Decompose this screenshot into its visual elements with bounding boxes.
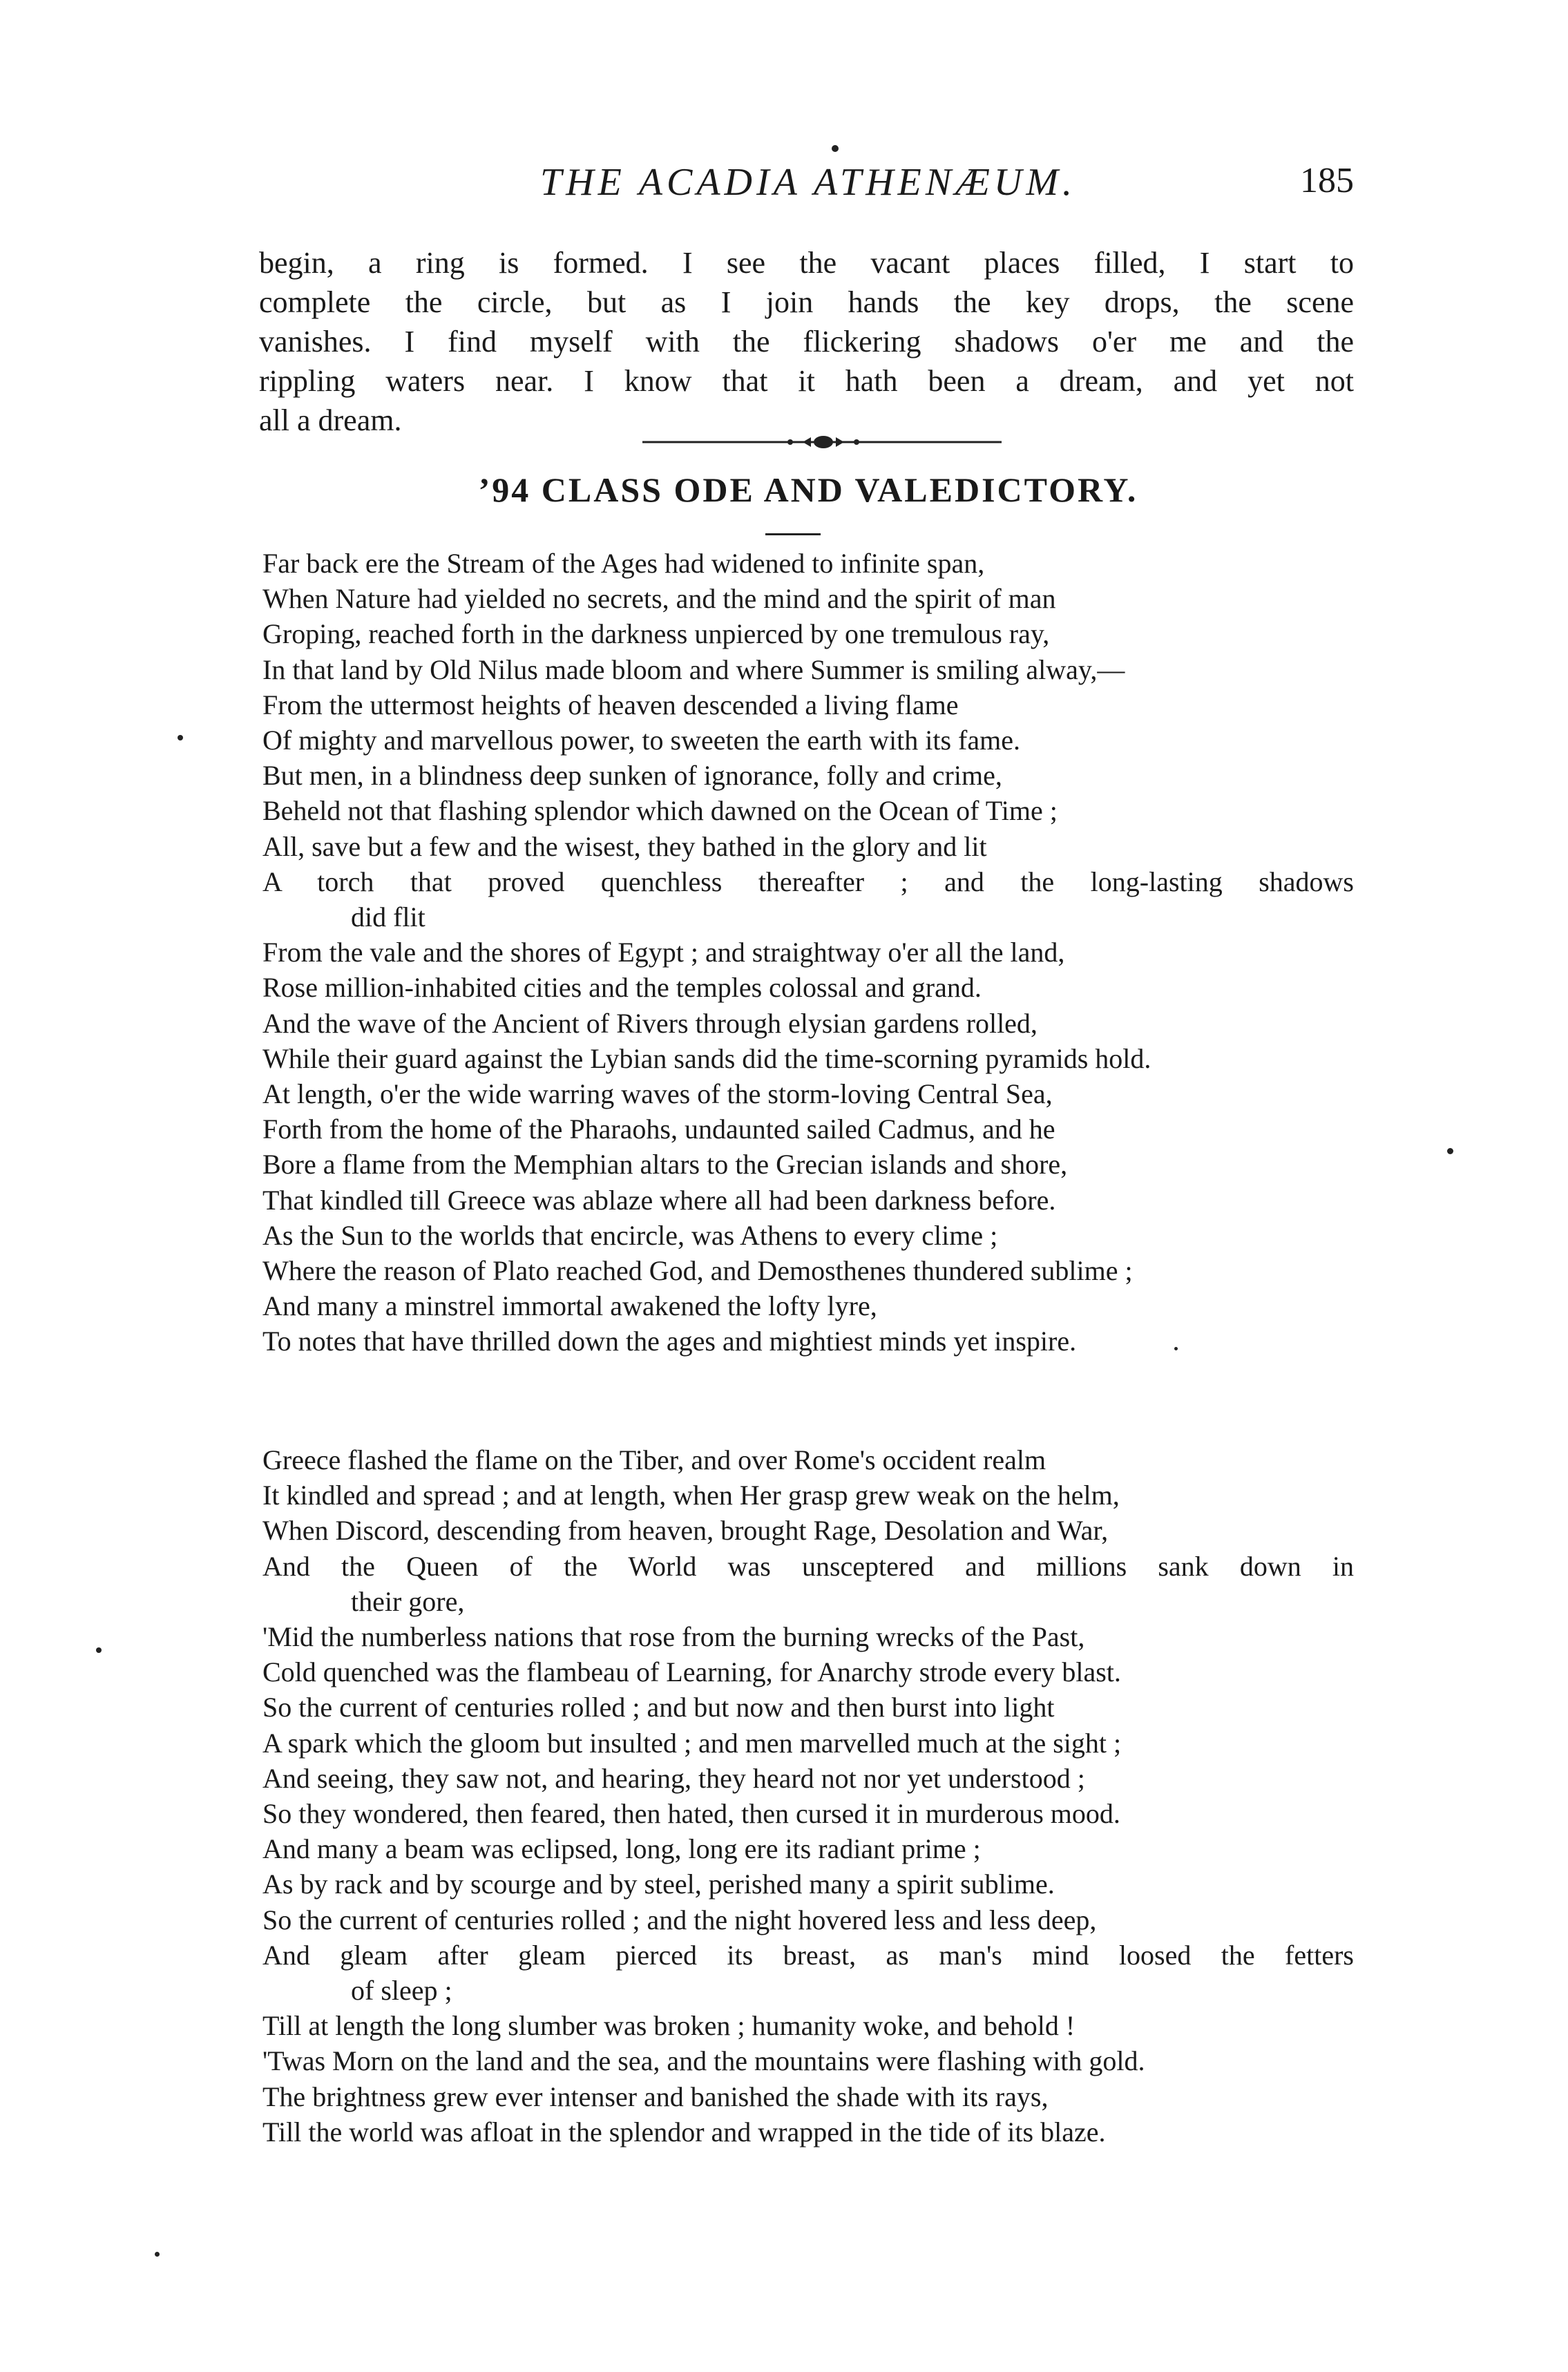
verse-line: As the Sun to the worlds that encircle, was Athens to every clime ; — [262, 1219, 998, 1251]
verse-line: And gleam after gleam pierced its breast, as man's mind loosed the fetters — [262, 1939, 1354, 1971]
verse-line: Groping, reached forth in the darkness unpierced by one tremulous ray, — [262, 618, 1050, 650]
verse-line: That kindled till Greece was ablaze where all had been darkness before. — [262, 1184, 1056, 1216]
verse-line: So the current of centuries rolled ; and the night hovered less and less deep, — [262, 1904, 1097, 1935]
ink-speck — [1447, 1148, 1453, 1154]
ink-speck — [155, 2252, 160, 2257]
verse-line: To notes that have thrilled down the ages and mightiest minds yet inspire. — [262, 1326, 1077, 1357]
verse-line-continuation: their gore, — [351, 1585, 465, 1617]
verse-line: Rose million-inhabited cities and the temples colossal and grand. — [262, 972, 982, 1004]
verse-line: From the vale and the shores of Egypt ; and straightway o'er all the land, — [262, 937, 1065, 968]
verse-line-continuation: did flit — [351, 901, 426, 933]
prose-line: rippling waters near. I know that it hath been a dream, and yet not — [259, 364, 1354, 398]
verse-line: In that land by Old Nilus made bloom and where Summer is smiling alway,— — [262, 653, 1125, 685]
verse-line: Of mighty and marvellous power, to sweeten the earth with its fame. — [262, 725, 1020, 756]
verse-line: 'Mid the numberless nations that rose from the burning wrecks of the Past, — [262, 1621, 1085, 1653]
verse-line: 'Twas Morn on the land and the sea, and the mountains were flashing with gold. — [262, 2045, 1145, 2077]
journal-title: THE ACADIA ATHENÆUM. — [540, 161, 1076, 204]
ink-speck — [1174, 1347, 1178, 1350]
verse-line: The brightness grew ever intenser and banished the shade with its rays, — [262, 2081, 1049, 2112]
verse-line: And many a beam was eclipsed, long, long ere its radiant prime ; — [262, 1833, 981, 1865]
verse-line: So the current of centuries rolled ; and but now and then burst into light — [262, 1692, 1055, 1723]
ink-speck — [96, 1647, 102, 1653]
verse-line: Beheld not that flashing splendor which dawned on the Ocean of Time ; — [262, 795, 1058, 827]
verse-line: Bore a flame from the Memphian altars to the Grecian islands and shore, — [262, 1149, 1068, 1180]
verse-line: All, save but a few and the wisest, they bathed in the glory and lit — [262, 830, 987, 862]
article-title: ’94 CLASS ODE AND VALEDICTORY. — [478, 470, 1138, 509]
prose-paragraph — [259, 243, 1354, 440]
prose-line: all a dream. — [259, 403, 402, 437]
poem-stanza-2 — [262, 1442, 1354, 2150]
page-number: 185 — [1300, 161, 1354, 200]
verse-line: And many a minstrel immortal awakened the lofty lyre, — [262, 1290, 877, 1322]
ink-speck — [178, 735, 183, 740]
verse-line: Forth from the home of the Pharaohs, undaunted sailed Cadmus, and he — [262, 1113, 1055, 1145]
running-head — [262, 160, 1354, 216]
verse-line: And the wave of the Ancient of Rivers through elysian gardens rolled, — [262, 1007, 1038, 1039]
verse-line: While their guard against the Lybian sands did the time-scorning pyramids hold. — [262, 1042, 1151, 1074]
prose-line: begin, a ring is formed. I see the vacant places filled, I start to — [259, 246, 1354, 280]
verse-line: Cold quenched was the flambeau of Learning, for Anarchy strode every blast. — [262, 1656, 1121, 1688]
poem-stanza-1 — [262, 546, 1354, 1359]
verse-line: At length, o'er the wide warring waves of the storm-loving Central Sea, — [262, 1078, 1053, 1110]
verse-line: So they wondered, then feared, then hated, then cursed it in murderous mood. — [262, 1798, 1120, 1830]
verse-line: It kindled and spread ; and at length, when Her grasp grew weak on the helm, — [262, 1480, 1120, 1511]
ink-mark — [832, 145, 839, 152]
prose-line: complete the circle, but as I join hands the key drops, the scene — [259, 285, 1354, 319]
verse-line: Greece flashed the flame on the Tiber, and over Rome's occident realm — [262, 1444, 1046, 1475]
verse-line: From the uttermost heights of heaven descended a living flame — [262, 689, 959, 720]
prose-line: vanishes. I find myself with the flickering shadows o'er me and the — [259, 325, 1354, 358]
verse-line: When Nature had yielded no secrets, and the mind and the spirit of man — [262, 583, 1056, 615]
verse-line: Far back ere the Stream of the Ages had widened to infinite span, — [262, 548, 985, 579]
verse-line: A spark which the gloom but insulted ; and men marvelled much at the sight ; — [262, 1727, 1122, 1759]
verse-line: A torch that proved quenchless thereafter ; and the long-lasting shadows — [262, 865, 1354, 897]
verse-line: And seeing, they saw not, and hearing, they heard not nor yet understood ; — [262, 1762, 1085, 1794]
ornamental-divider — [642, 434, 1002, 450]
verse-line: When Discord, descending from heaven, brought Rage, Desolation and War, — [262, 1515, 1109, 1547]
verse-line: But men, in a blindness deep sunken of ignorance, folly and crime, — [262, 760, 1002, 792]
verse-line: And the Queen of the World was unsceptered and millions sank down in — [262, 1550, 1354, 1582]
verse-line-continuation: of sleep ; — [351, 1975, 452, 2007]
verse-line: Till the world was afloat in the splendor and wrapped in the tide of its blaze. — [262, 2116, 1106, 2148]
verse-line: Till at length the long slumber was broken ; humanity woke, and behold ! — [262, 2010, 1075, 2042]
verse-line: As by rack and by scourge and by steel, perished many a spirit sublime. — [262, 1868, 1055, 1900]
title-rule — [765, 533, 821, 535]
verse-line: Where the reason of Plato reached God, and Demosthenes thundered sublime ; — [262, 1255, 1133, 1287]
